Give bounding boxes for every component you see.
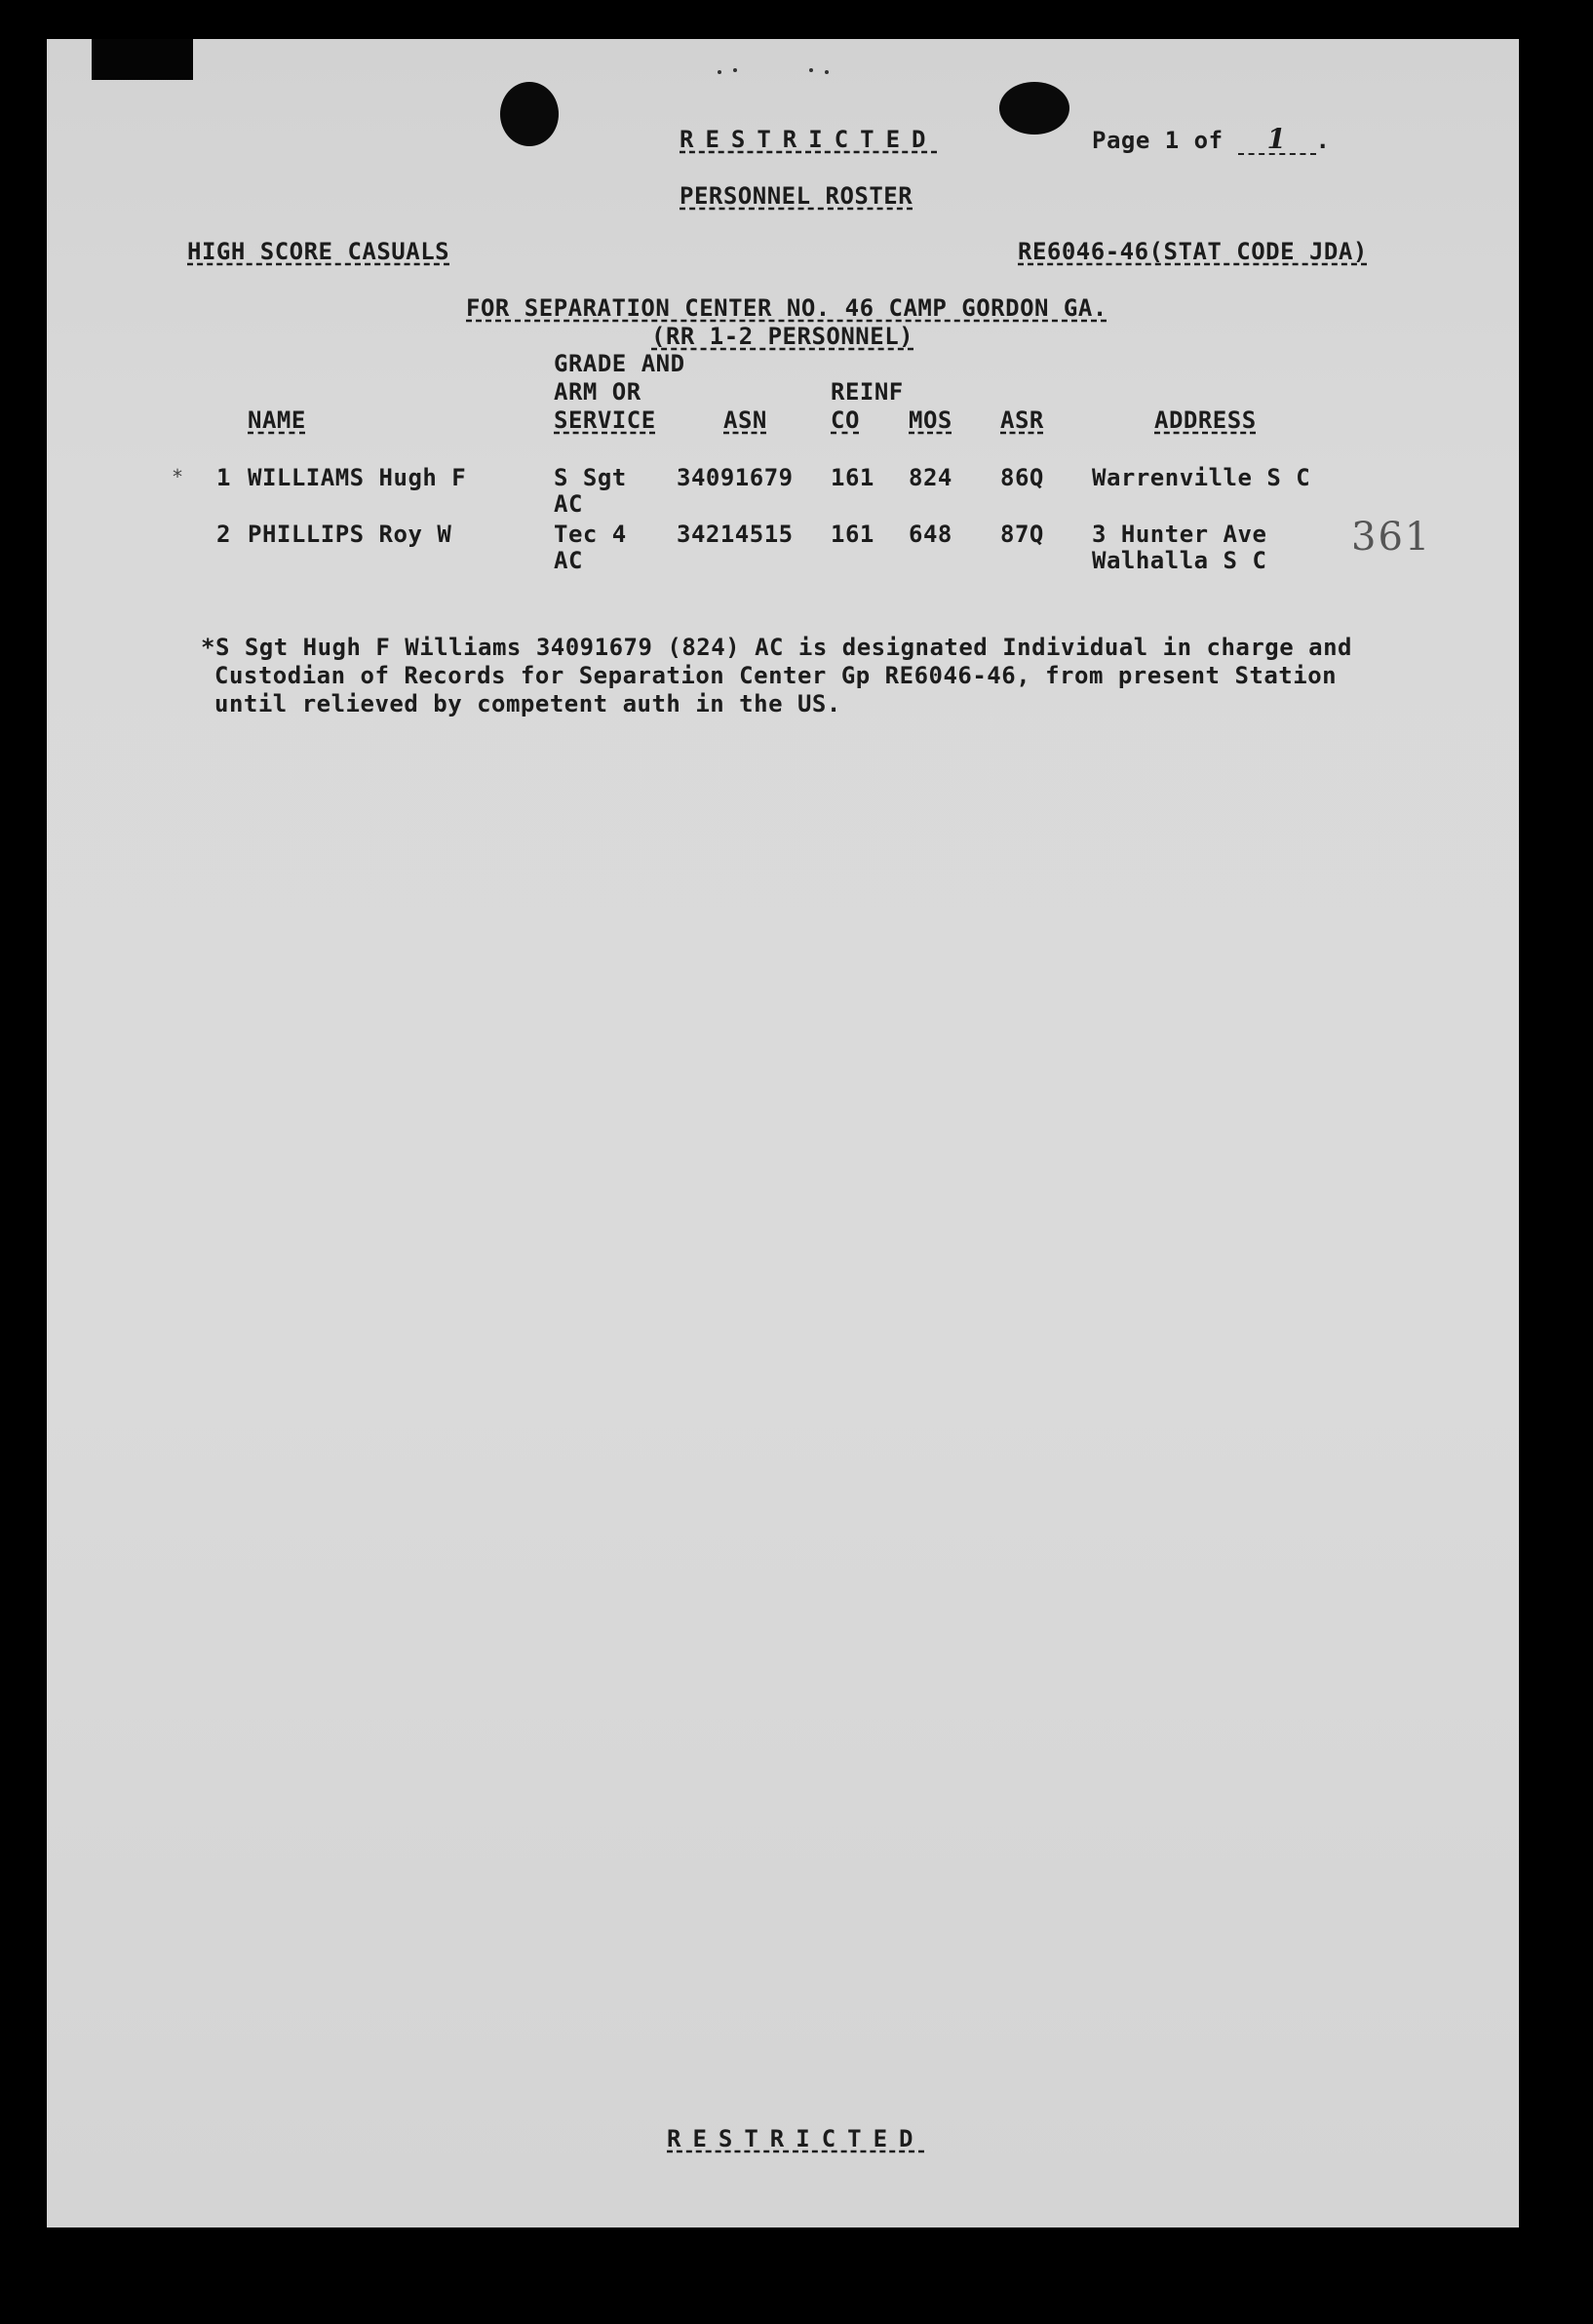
row-grade: Tec 4 [554,521,627,548]
row-co: 161 [831,521,874,548]
row-asn: 34091679 [677,464,794,491]
page-title: PERSONNEL ROSTER [680,182,913,210]
note-line: *S Sgt Hugh F Williams 34091679 (824) AC is designated Individual in charge and [201,634,1352,661]
group-code: RE6046-46(STAT CODE JDA) [1018,238,1368,265]
col-co: CO [831,407,860,434]
punch-hole-right [999,82,1069,135]
document-page [47,39,1519,2227]
col-asr: ASR [1000,407,1044,434]
row-asn: 34214515 [677,521,794,548]
stamped-number: 361 [1351,515,1432,560]
row-name: PHILLIPS Roy W [248,521,452,548]
page-total: 1 [1238,126,1316,155]
row-asr: 87Q [1000,521,1044,548]
row-mos: 824 [909,464,952,491]
destination-line: FOR SEPARATION CENTER NO. 46 CAMP GORDON GA. [466,294,1107,322]
tape-mark [92,39,193,80]
classification-top: RESTRICTED [680,126,938,153]
col-grade-line1: GRADE AND [554,350,685,377]
page-label-text: Page 1 of [1092,127,1224,154]
speck [718,70,721,74]
page-label [1092,123,1331,155]
col-asn: ASN [723,407,767,434]
row-address-line2: Walhalla S C [1092,547,1267,574]
speck [733,68,737,72]
col-grade-line2: ARM OR [554,378,641,406]
row-arm: AC [554,547,583,574]
row-name: WILLIAMS Hugh F [248,464,467,491]
category-line: (RR 1-2 PERSONNEL) [651,323,914,350]
speck [825,70,829,74]
row-grade: S Sgt [554,464,627,491]
row-address-line1: Warrenville S C [1092,464,1311,491]
col-mos: MOS [909,407,952,434]
classification-bottom: RESTRICTED [667,2125,925,2152]
row-co: 161 [831,464,874,491]
page-label-dot: . [1315,127,1331,154]
col-grade-line3: SERVICE [554,407,656,434]
unit-name: HIGH SCORE CASUALS [187,238,450,265]
row-number: 1 [216,464,231,491]
col-address: ADDRESS [1154,407,1257,434]
col-reinf: REINF [831,378,904,406]
row-number: 2 [216,521,231,548]
note-line: Custodian of Records for Separation Center Gp RE6046-46, from present Station [214,662,1338,689]
row-mos: 648 [909,521,952,548]
speck [809,68,813,72]
row-arm: AC [554,490,583,518]
note-line: until relieved by competent auth in the US. [214,690,841,717]
col-name: NAME [248,407,306,434]
row-marker: * [172,465,184,488]
punch-hole-left [500,82,559,146]
row-asr: 86Q [1000,464,1044,491]
row-address-line1: 3 Hunter Ave [1092,521,1267,548]
